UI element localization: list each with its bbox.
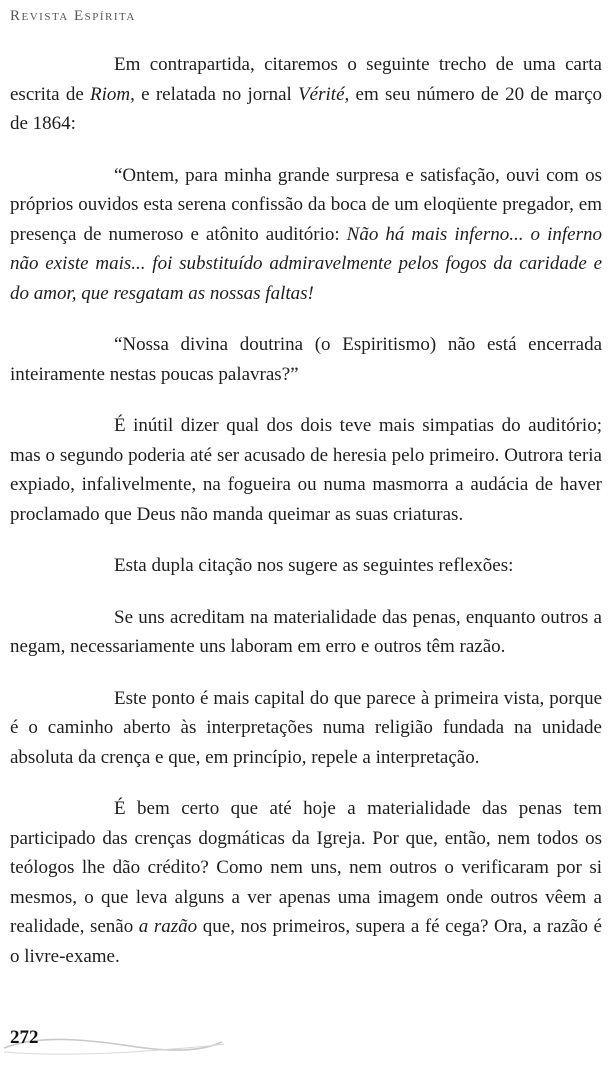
text-run: “Ontem, para minha grande surpresa e satisfação, ouvi com os próprios ouvidos esta serena confissão da boca de um eloqüente pregador, em presença de numeroso e atônito auditório: [10, 164, 602, 245]
paragraph [10, 794, 602, 971]
text-run: É bem certo que até hoje a materialidade das penas tem participado das crenças dogmáticas da Igreja. Por que, então, nem todos os teólogos lhe dão crédito? Como nem uns, nem outros o verificaram por si mesmos, o que leva alguns a ver apenas uma imagem onde outros vêem a realidade, senão [10, 798, 602, 937]
text-run: , em seu número de 20 de março de 1864: [10, 83, 603, 134]
paragraph [10, 551, 602, 581]
italic-text: Não há mais inferno... o inferno não existe mais... foi substituído admiravelmente pelos fogos da caridade e do amor, que resgatam as nossas faltas! [10, 223, 602, 304]
italic-text: Riom [90, 83, 131, 105]
text-run: , e relatada no jornal [130, 83, 299, 105]
text-run: Em contrapartida, citaremos o seguinte trecho de uma carta escrita de [10, 54, 602, 105]
paragraph [10, 603, 602, 662]
text-run: que, nos primeiros, supera a fé cega? Ora, a razão é o livre-exame. [10, 916, 602, 967]
paragraph [10, 330, 602, 389]
text-run: “Nossa divina doutrina (o Espiritismo) não está encerrada inteiramente nestas poucas palavras?” [10, 334, 602, 385]
body-text [10, 50, 602, 993]
running-header: Revista Espírita [10, 8, 136, 24]
text-run: Esta dupla citação nos sugere as seguintes reflexões: [114, 555, 514, 576]
text-run: Este ponto é mais capital do que parece à primeira vista, porque é o caminho aberto às interpretações numa religião fundada na unidade absoluta da crença e que, em princípio, repele a interpretação. [10, 687, 602, 768]
italic-text: a razão [138, 916, 198, 937]
italic-text: Vérité [298, 83, 345, 105]
page-number: 272 [10, 1027, 39, 1048]
text-run: Se uns acreditam na materialidade das penas, enquanto outros a negam, necessariamente uns laboram em erro e outros têm razão. [10, 606, 602, 657]
text-run: É inútil dizer qual dos dois teve mais simpatias do auditório; mas o segundo poderia até ser acusado de heresia pelo primeiro. Outrora teria expiado, infalivelmente, na fogueira ou numa masmorra a audácia de haver proclamado que Deus não manda queimar as suas criaturas. [10, 415, 602, 525]
paragraph [10, 161, 602, 309]
paragraph [10, 684, 602, 773]
paragraph [10, 50, 602, 139]
paragraph [10, 411, 602, 529]
